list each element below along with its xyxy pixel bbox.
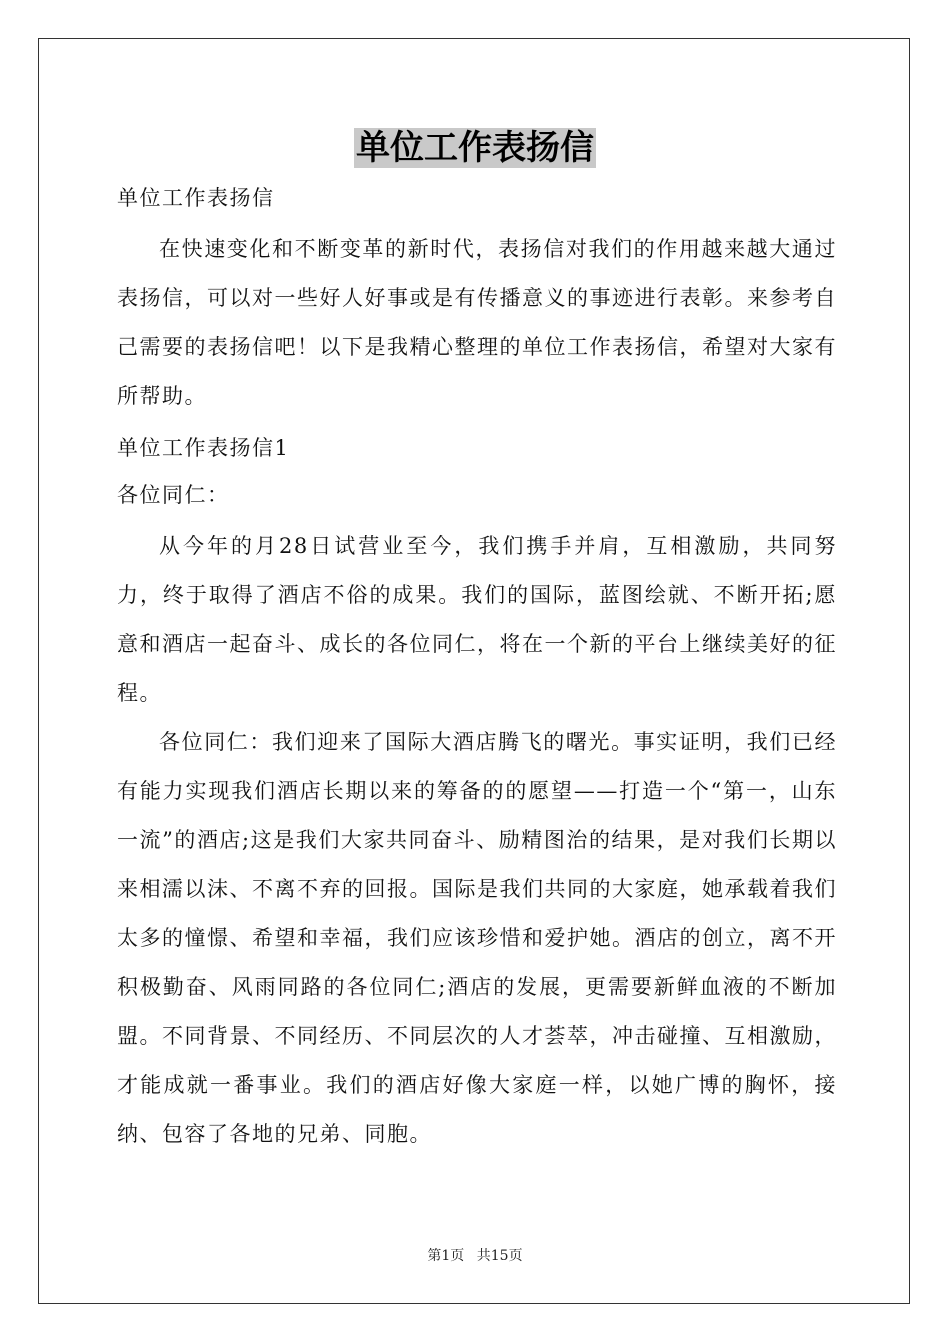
body-paragraph-1: 从今年的月28日试营业至今，我们携手并肩，互相激励，共同努力，终于取得了酒店不俗的成果。我们的国际，蓝图绘就、不断开拓;愿意和酒店一起奋斗、成长的各位同仁，将在一个新的平台上继续美好的征程。 <box>117 534 837 705</box>
page-number: 第1页 <box>427 1248 465 1264</box>
intro-paragraph: 在快速变化和不断变革的新时代，表扬信对我们的作用越来越大通过表扬信，可以对一些好人好事或是有传播意义的事迹进行表彰。来参考自己需要的表扬信吧！以下是我精心整理的单位工作表扬信，希望对大家有所帮助。 <box>117 237 837 408</box>
salutation: 各位同仁： <box>117 483 230 507</box>
page-total: 共15页 <box>476 1248 523 1264</box>
document-body <box>117 178 837 1159</box>
section-title: 单位工作表扬信1 <box>117 436 290 460</box>
title-container <box>0 128 950 168</box>
page-footer <box>0 1245 950 1265</box>
page-title: 单位工作表扬信 <box>356 128 594 168</box>
body-paragraph-2: 各位同仁：我们迎来了国际大酒店腾飞的曙光。事实证明，我们已经有能力实现我们酒店长期以来的筹备的的愿望——打造一个“第一，山东一流”的酒店;这是我们大家共同奋斗、励精图治的结果，是对我们长期以来相濡以沫、不离不弃的回报。国际是我们共同的大家庭，她承载着我们太多的憧憬、希望和幸福，我们应该珍惜和爱护她。酒店的创立，离不开积极勤奋、风雨同路的各位同仁;酒店的发展，更需要新鲜血液的不断加盟。不同背景、不同经历、不同层次的人才荟萃，冲击碰撞、互相激励，才能成就一番事业。我们的酒店好像大家庭一样，以她广博的胸怀，接纳、包容了各地的兄弟、同胞。 <box>117 730 837 1146</box>
document-subtitle: 单位工作表扬信 <box>117 186 275 210</box>
